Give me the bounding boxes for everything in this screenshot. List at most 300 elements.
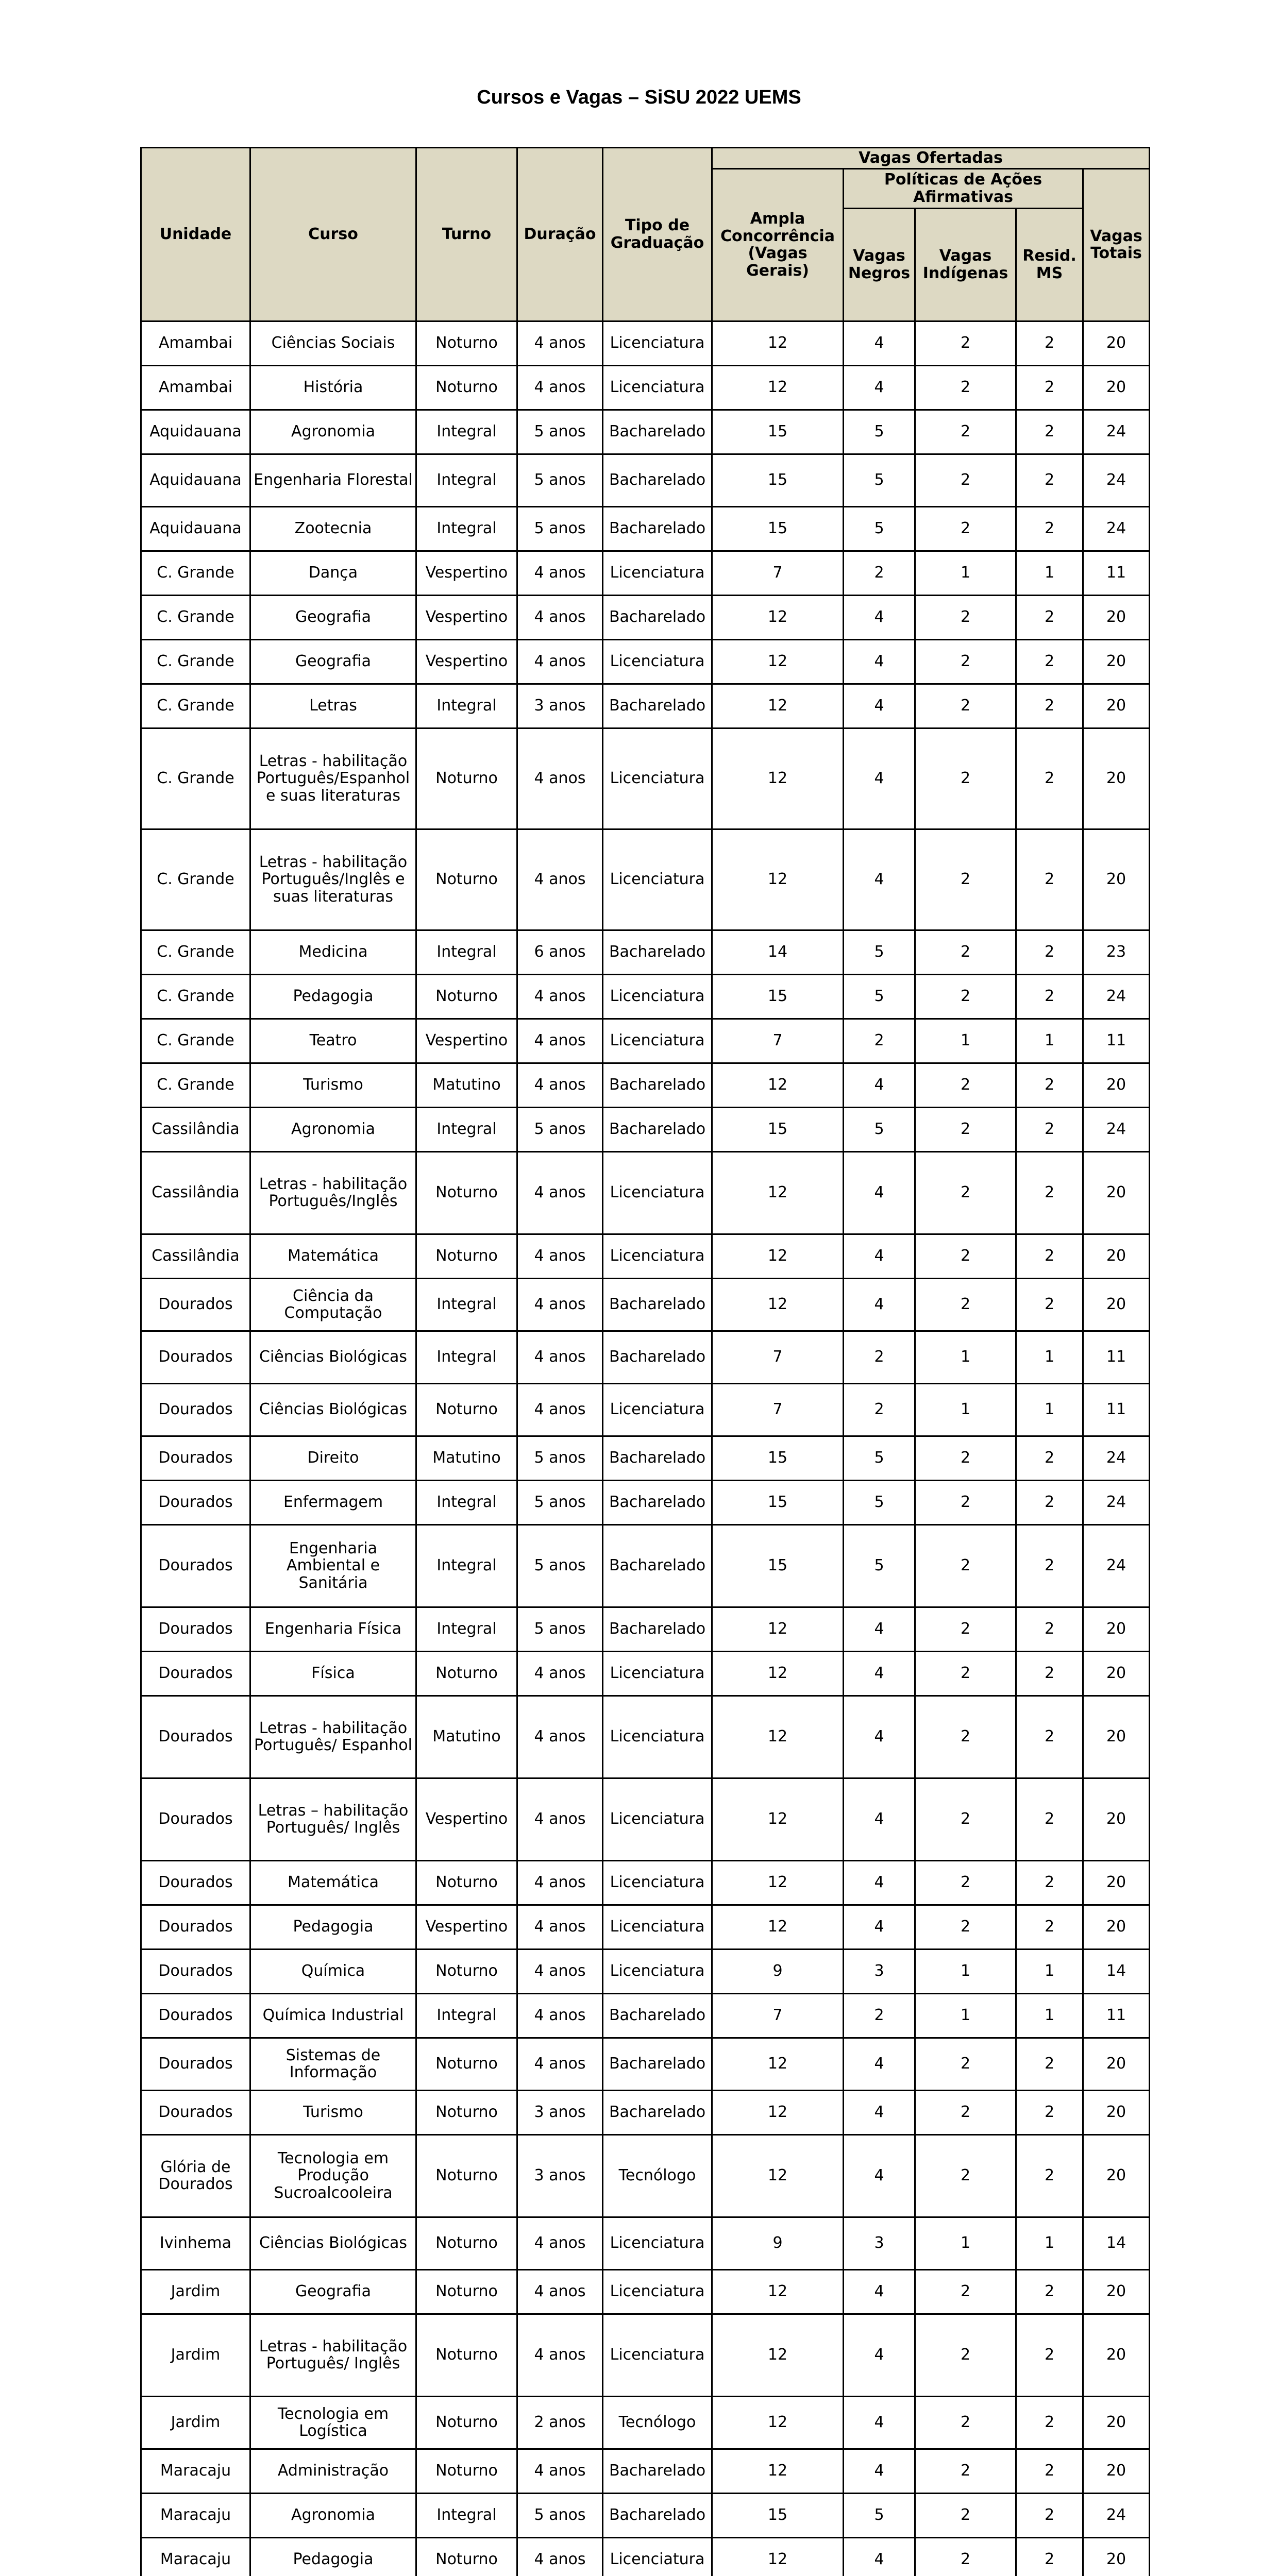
- table-row: [141, 2396, 1150, 2449]
- cell-unidade: Dourados: [141, 1651, 250, 1696]
- table-row: [141, 2449, 1150, 2493]
- cell-curso: Medicina: [250, 930, 416, 974]
- cell-duracao: 5 anos: [517, 1480, 603, 1524]
- cell-ampla: 12: [712, 365, 844, 410]
- cell-tipo: Licenciatura: [603, 1778, 712, 1860]
- cell-unidade: Jardim: [141, 2396, 250, 2449]
- cell-negros: 5: [844, 1480, 915, 1524]
- cell-curso: Engenharia Ambiental e Sanitária: [250, 1524, 416, 1607]
- cell-ampla: 12: [712, 2396, 844, 2449]
- cell-indigenas: 1: [915, 1019, 1016, 1063]
- cell-resid: 2: [1016, 1436, 1083, 1480]
- cell-tipo: Licenciatura: [603, 1949, 712, 1993]
- cell-curso: Letras - habilitação Português/ Inglês: [250, 2314, 416, 2396]
- cell-resid: 2: [1016, 1524, 1083, 1607]
- table-row: [141, 410, 1150, 454]
- cell-unidade: Jardim: [141, 2269, 250, 2314]
- cell-negros: 4: [844, 1278, 915, 1331]
- cell-unidade: Cassilândia: [141, 1151, 250, 1234]
- cell-duracao: 4 anos: [517, 1778, 603, 1860]
- cell-unidade: C. Grande: [141, 551, 250, 595]
- cell-indigenas: 2: [915, 595, 1016, 639]
- cell-turno: Integral: [416, 410, 517, 454]
- cell-indigenas: 1: [915, 551, 1016, 595]
- table-row: [141, 506, 1150, 551]
- cell-negros: 5: [844, 454, 915, 506]
- cell-tipo: Licenciatura: [603, 2269, 712, 2314]
- cell-negros: 4: [844, 1151, 915, 1234]
- cell-resid: 1: [1016, 1993, 1083, 2038]
- cell-indigenas: 1: [915, 1383, 1016, 1436]
- cell-ampla: 12: [712, 829, 844, 930]
- cell-totais: 23: [1083, 930, 1150, 974]
- cell-turno: Vespertino: [416, 1778, 517, 1860]
- cell-indigenas: 2: [915, 930, 1016, 974]
- cell-resid: 2: [1016, 410, 1083, 454]
- cell-unidade: Dourados: [141, 1480, 250, 1524]
- cell-duracao: 5 anos: [517, 1107, 603, 1151]
- cell-duracao: 5 anos: [517, 410, 603, 454]
- cell-unidade: Dourados: [141, 1436, 250, 1480]
- cell-indigenas: 2: [915, 1151, 1016, 1234]
- cell-curso: Ciência da Computação: [250, 1278, 416, 1331]
- cell-resid: 2: [1016, 728, 1083, 829]
- cell-unidade: Dourados: [141, 1383, 250, 1436]
- cell-totais: 24: [1083, 506, 1150, 551]
- cell-negros: 5: [844, 1107, 915, 1151]
- cell-totais: 11: [1083, 1383, 1150, 1436]
- cell-turno: Integral: [416, 1993, 517, 2038]
- cell-tipo: Tecnólogo: [603, 2134, 712, 2217]
- cell-negros: 4: [844, 829, 915, 930]
- cell-turno: Integral: [416, 1524, 517, 1607]
- table-row: [141, 2090, 1150, 2134]
- cell-curso: Letras - habilitação Português/Espanhol e suas literaturas: [250, 728, 416, 829]
- cell-indigenas: 2: [915, 1905, 1016, 1949]
- cell-turno: Integral: [416, 1107, 517, 1151]
- cell-curso: Geografia: [250, 595, 416, 639]
- cell-negros: 5: [844, 1524, 915, 1607]
- cell-negros: 4: [844, 365, 915, 410]
- cell-tipo: Licenciatura: [603, 1696, 712, 1778]
- cell-curso: Geografia: [250, 2269, 416, 2314]
- cell-turno: Noturno: [416, 321, 517, 365]
- cell-ampla: 7: [712, 1331, 844, 1383]
- cell-indigenas: 2: [915, 410, 1016, 454]
- cell-tipo: Licenciatura: [603, 2217, 712, 2269]
- cell-resid: 1: [1016, 1019, 1083, 1063]
- cell-indigenas: 2: [915, 1651, 1016, 1696]
- table-row: [141, 1019, 1150, 1063]
- cell-tipo: Licenciatura: [603, 829, 712, 930]
- cell-resid: 2: [1016, 1151, 1083, 1234]
- cell-ampla: 15: [712, 1480, 844, 1524]
- cell-duracao: 4 anos: [517, 1151, 603, 1234]
- cell-turno: Noturno: [416, 1234, 517, 1278]
- cell-indigenas: 2: [915, 974, 1016, 1019]
- cell-totais: 24: [1083, 1436, 1150, 1480]
- table-row: [141, 1778, 1150, 1860]
- cell-ampla: 12: [712, 2269, 844, 2314]
- cell-resid: 2: [1016, 2134, 1083, 2217]
- cell-duracao: 4 anos: [517, 1331, 603, 1383]
- cell-totais: 20: [1083, 2396, 1150, 2449]
- cell-turno: Noturno: [416, 1949, 517, 1993]
- cell-totais: 20: [1083, 595, 1150, 639]
- cell-indigenas: 2: [915, 1278, 1016, 1331]
- cell-ampla: 12: [712, 321, 844, 365]
- cell-ampla: 15: [712, 1436, 844, 1480]
- cell-indigenas: 2: [915, 639, 1016, 684]
- cell-totais: 11: [1083, 1993, 1150, 2038]
- cell-ampla: 12: [712, 1696, 844, 1778]
- cell-resid: 2: [1016, 2314, 1083, 2396]
- header-resid: Resid. MS: [1016, 208, 1083, 321]
- cell-turno: Noturno: [416, 2396, 517, 2449]
- cell-curso: Sistemas de Informação: [250, 2038, 416, 2090]
- cell-unidade: Amambai: [141, 365, 250, 410]
- cell-duracao: 5 anos: [517, 1524, 603, 1607]
- cell-duracao: 4 anos: [517, 321, 603, 365]
- cell-unidade: C. Grande: [141, 829, 250, 930]
- cell-resid: 2: [1016, 639, 1083, 684]
- cell-indigenas: 2: [915, 1107, 1016, 1151]
- cell-indigenas: 2: [915, 2449, 1016, 2493]
- cell-tipo: Licenciatura: [603, 365, 712, 410]
- cell-indigenas: 2: [915, 684, 1016, 728]
- cell-duracao: 4 anos: [517, 1993, 603, 2038]
- table-row: [141, 728, 1150, 829]
- cell-indigenas: 2: [915, 1524, 1016, 1607]
- table-row: [141, 684, 1150, 728]
- cell-turno: Integral: [416, 506, 517, 551]
- table-row: [141, 1063, 1150, 1107]
- cell-turno: Noturno: [416, 2134, 517, 2217]
- cell-duracao: 4 anos: [517, 639, 603, 684]
- cell-negros: 3: [844, 1949, 915, 1993]
- cell-indigenas: 2: [915, 1860, 1016, 1905]
- cell-duracao: 6 anos: [517, 930, 603, 974]
- cell-totais: 20: [1083, 2134, 1150, 2217]
- cell-negros: 5: [844, 1436, 915, 1480]
- cell-totais: 20: [1083, 829, 1150, 930]
- cell-negros: 5: [844, 506, 915, 551]
- cell-turno: Integral: [416, 684, 517, 728]
- cell-duracao: 5 anos: [517, 454, 603, 506]
- cell-resid: 2: [1016, 2038, 1083, 2090]
- cell-ampla: 12: [712, 1151, 844, 1234]
- cell-negros: 2: [844, 1993, 915, 2038]
- table-row: [141, 974, 1150, 1019]
- cell-curso: Letras - habilitação Português/Inglês e suas literaturas: [250, 829, 416, 930]
- cell-negros: 4: [844, 1651, 915, 1696]
- cell-unidade: Jardim: [141, 2314, 250, 2396]
- cell-turno: Noturno: [416, 1860, 517, 1905]
- cell-curso: Pedagogia: [250, 1905, 416, 1949]
- cell-unidade: Dourados: [141, 1993, 250, 2038]
- cell-resid: 2: [1016, 1860, 1083, 1905]
- cell-indigenas: 2: [915, 2090, 1016, 2134]
- header-unidade: Unidade: [141, 148, 250, 321]
- cell-turno: Noturno: [416, 2314, 517, 2396]
- cell-negros: 4: [844, 2537, 915, 2576]
- cell-turno: Matutino: [416, 1696, 517, 1778]
- cell-turno: Vespertino: [416, 1019, 517, 1063]
- cell-duracao: 4 anos: [517, 2314, 603, 2396]
- cell-totais: 11: [1083, 1331, 1150, 1383]
- cell-duracao: 4 anos: [517, 1651, 603, 1696]
- cell-totais: 14: [1083, 1949, 1150, 1993]
- cell-totais: 20: [1083, 2537, 1150, 2576]
- cell-unidade: Ivinhema: [141, 2217, 250, 2269]
- cell-indigenas: 2: [915, 506, 1016, 551]
- table-row: [141, 1278, 1150, 1331]
- cell-turno: Noturno: [416, 2269, 517, 2314]
- cell-negros: 4: [844, 1607, 915, 1651]
- cell-turno: Noturno: [416, 2090, 517, 2134]
- cell-resid: 2: [1016, 1480, 1083, 1524]
- cell-totais: 24: [1083, 410, 1150, 454]
- cell-duracao: 4 anos: [517, 2449, 603, 2493]
- table-row: [141, 454, 1150, 506]
- cell-resid: 1: [1016, 1331, 1083, 1383]
- cell-duracao: 4 anos: [517, 974, 603, 1019]
- cell-curso: Ciências Biológicas: [250, 1331, 416, 1383]
- cell-duracao: 4 anos: [517, 1860, 603, 1905]
- cell-indigenas: 2: [915, 2269, 1016, 2314]
- cell-unidade: Dourados: [141, 1607, 250, 1651]
- cell-tipo: Bacharelado: [603, 930, 712, 974]
- cell-resid: 2: [1016, 321, 1083, 365]
- cell-indigenas: 2: [915, 365, 1016, 410]
- cell-turno: Noturno: [416, 728, 517, 829]
- cell-indigenas: 1: [915, 1993, 1016, 2038]
- cell-totais: 20: [1083, 1905, 1150, 1949]
- cell-resid: 2: [1016, 1063, 1083, 1107]
- header-negros: Vagas Negros: [844, 208, 915, 321]
- cell-totais: 24: [1083, 1107, 1150, 1151]
- cell-negros: 2: [844, 1019, 915, 1063]
- cell-indigenas: 2: [915, 2537, 1016, 2576]
- cell-ampla: 15: [712, 2493, 844, 2537]
- cell-totais: 20: [1083, 321, 1150, 365]
- cell-curso: Pedagogia: [250, 2537, 416, 2576]
- cell-duracao: 4 anos: [517, 829, 603, 930]
- cell-ampla: 15: [712, 410, 844, 454]
- header-turno: Turno: [416, 148, 517, 321]
- cell-negros: 5: [844, 410, 915, 454]
- cell-resid: 2: [1016, 1905, 1083, 1949]
- cell-ampla: 12: [712, 2537, 844, 2576]
- table-row: [141, 595, 1150, 639]
- cell-negros: 4: [844, 2090, 915, 2134]
- cell-tipo: Licenciatura: [603, 551, 712, 595]
- cell-resid: 2: [1016, 365, 1083, 410]
- cell-duracao: 3 anos: [517, 684, 603, 728]
- cell-totais: 20: [1083, 728, 1150, 829]
- cell-ampla: 9: [712, 2217, 844, 2269]
- cell-resid: 2: [1016, 2493, 1083, 2537]
- cell-negros: 4: [844, 595, 915, 639]
- cell-tipo: Bacharelado: [603, 2449, 712, 2493]
- cell-totais: 20: [1083, 1778, 1150, 1860]
- cell-curso: Agronomia: [250, 2493, 416, 2537]
- cell-ampla: 12: [712, 2449, 844, 2493]
- cell-tipo: Licenciatura: [603, 2537, 712, 2576]
- cell-curso: Química Industrial: [250, 1993, 416, 2038]
- cell-tipo: Bacharelado: [603, 2493, 712, 2537]
- cell-turno: Integral: [416, 2493, 517, 2537]
- header-ampla: Ampla Concorrência (Vagas Gerais): [712, 168, 844, 321]
- header-totais: Vagas Totais: [1083, 168, 1150, 321]
- cell-ampla: 7: [712, 551, 844, 595]
- cell-ampla: 12: [712, 1063, 844, 1107]
- cell-unidade: C. Grande: [141, 684, 250, 728]
- cell-curso: Ciências Biológicas: [250, 2217, 416, 2269]
- table-row: [141, 1151, 1150, 1234]
- table-row: [141, 321, 1150, 365]
- cell-tipo: Bacharelado: [603, 595, 712, 639]
- cell-indigenas: 1: [915, 1949, 1016, 1993]
- cell-curso: Letras: [250, 684, 416, 728]
- cell-resid: 1: [1016, 551, 1083, 595]
- cell-curso: Letras - habilitação Português/ Espanhol: [250, 1696, 416, 1778]
- cell-totais: 24: [1083, 1480, 1150, 1524]
- cell-curso: Engenharia Florestal: [250, 454, 416, 506]
- cell-indigenas: 1: [915, 1331, 1016, 1383]
- cell-totais: 11: [1083, 1019, 1150, 1063]
- cell-indigenas: 2: [915, 1778, 1016, 1860]
- cell-duracao: 5 anos: [517, 1607, 603, 1651]
- cell-unidade: Amambai: [141, 321, 250, 365]
- cell-negros: 5: [844, 974, 915, 1019]
- table-row: [141, 1651, 1150, 1696]
- cell-ampla: 9: [712, 1949, 844, 1993]
- cell-unidade: Maracaju: [141, 2537, 250, 2576]
- cell-unidade: C. Grande: [141, 595, 250, 639]
- cell-duracao: 4 anos: [517, 1383, 603, 1436]
- cell-tipo: Bacharelado: [603, 1607, 712, 1651]
- table-row: [141, 1480, 1150, 1524]
- cell-curso: Turismo: [250, 1063, 416, 1107]
- cell-totais: 20: [1083, 1696, 1150, 1778]
- table-row: [141, 930, 1150, 974]
- cell-duracao: 4 anos: [517, 595, 603, 639]
- cell-turno: Vespertino: [416, 639, 517, 684]
- cell-unidade: Dourados: [141, 1949, 250, 1993]
- cell-totais: 20: [1083, 1063, 1150, 1107]
- cell-tipo: Bacharelado: [603, 2038, 712, 2090]
- cell-negros: 4: [844, 2314, 915, 2396]
- cell-ampla: 12: [712, 1234, 844, 1278]
- cell-duracao: 4 anos: [517, 1949, 603, 1993]
- cell-tipo: Bacharelado: [603, 1107, 712, 1151]
- cell-indigenas: 2: [915, 2493, 1016, 2537]
- cell-ampla: 7: [712, 1019, 844, 1063]
- cell-negros: 4: [844, 1905, 915, 1949]
- cell-negros: 4: [844, 1696, 915, 1778]
- cell-ampla: 12: [712, 1778, 844, 1860]
- cell-negros: 4: [844, 1778, 915, 1860]
- cell-curso: Tecnologia em Produção Sucroalcooleira: [250, 2134, 416, 2217]
- cell-tipo: Licenciatura: [603, 639, 712, 684]
- cell-unidade: Dourados: [141, 1331, 250, 1383]
- table-row: [141, 551, 1150, 595]
- cell-tipo: Licenciatura: [603, 1860, 712, 1905]
- cell-indigenas: 2: [915, 2134, 1016, 2217]
- cell-ampla: 7: [712, 1383, 844, 1436]
- cell-negros: 4: [844, 728, 915, 829]
- cell-negros: 3: [844, 2217, 915, 2269]
- cell-ampla: 12: [712, 639, 844, 684]
- cell-ampla: 12: [712, 1905, 844, 1949]
- cell-turno: Integral: [416, 930, 517, 974]
- cell-indigenas: 2: [915, 829, 1016, 930]
- cell-turno: Noturno: [416, 1151, 517, 1234]
- cell-turno: Noturno: [416, 829, 517, 930]
- table-row: [141, 2314, 1150, 2396]
- cell-curso: Turismo: [250, 2090, 416, 2134]
- cell-negros: 2: [844, 1331, 915, 1383]
- cell-duracao: 4 anos: [517, 1905, 603, 1949]
- cell-turno: Integral: [416, 454, 517, 506]
- cell-negros: 2: [844, 1383, 915, 1436]
- cell-negros: 4: [844, 2038, 915, 2090]
- cell-indigenas: 2: [915, 1696, 1016, 1778]
- cell-turno: Noturno: [416, 2038, 517, 2090]
- table-row: [141, 2134, 1150, 2217]
- cell-tipo: Bacharelado: [603, 410, 712, 454]
- table-row: [141, 2217, 1150, 2269]
- cell-curso: Ciências Sociais: [250, 321, 416, 365]
- cell-indigenas: 2: [915, 2396, 1016, 2449]
- table-row: [141, 2269, 1150, 2314]
- cell-turno: Noturno: [416, 1383, 517, 1436]
- cell-negros: 5: [844, 2493, 915, 2537]
- cell-duracao: 4 anos: [517, 1696, 603, 1778]
- cell-resid: 2: [1016, 595, 1083, 639]
- cell-curso: Física: [250, 1651, 416, 1696]
- cell-unidade: C. Grande: [141, 974, 250, 1019]
- cell-resid: 2: [1016, 454, 1083, 506]
- cell-curso: Engenharia Física: [250, 1607, 416, 1651]
- cell-curso: Direito: [250, 1436, 416, 1480]
- cell-unidade: Dourados: [141, 1778, 250, 1860]
- cell-duracao: 5 anos: [517, 506, 603, 551]
- cell-duracao: 4 anos: [517, 2217, 603, 2269]
- cell-turno: Noturno: [416, 2217, 517, 2269]
- cell-tipo: Tecnólogo: [603, 2396, 712, 2449]
- cell-ampla: 15: [712, 1524, 844, 1607]
- cell-turno: Integral: [416, 1331, 517, 1383]
- cell-turno: Noturno: [416, 2449, 517, 2493]
- cell-unidade: Dourados: [141, 1278, 250, 1331]
- cell-unidade: Glória de Dourados: [141, 2134, 250, 2217]
- cell-duracao: 4 anos: [517, 1063, 603, 1107]
- cell-unidade: Maracaju: [141, 2493, 250, 2537]
- cell-tipo: Bacharelado: [603, 1524, 712, 1607]
- cell-duracao: 5 anos: [517, 1436, 603, 1480]
- cell-resid: 2: [1016, 1107, 1083, 1151]
- cell-negros: 4: [844, 2396, 915, 2449]
- cell-indigenas: 2: [915, 1436, 1016, 1480]
- cell-unidade: Dourados: [141, 2090, 250, 2134]
- cell-negros: 4: [844, 1063, 915, 1107]
- cell-ampla: 15: [712, 454, 844, 506]
- cell-tipo: Bacharelado: [603, 2090, 712, 2134]
- table-row: [141, 1383, 1150, 1436]
- cell-negros: 4: [844, 1234, 915, 1278]
